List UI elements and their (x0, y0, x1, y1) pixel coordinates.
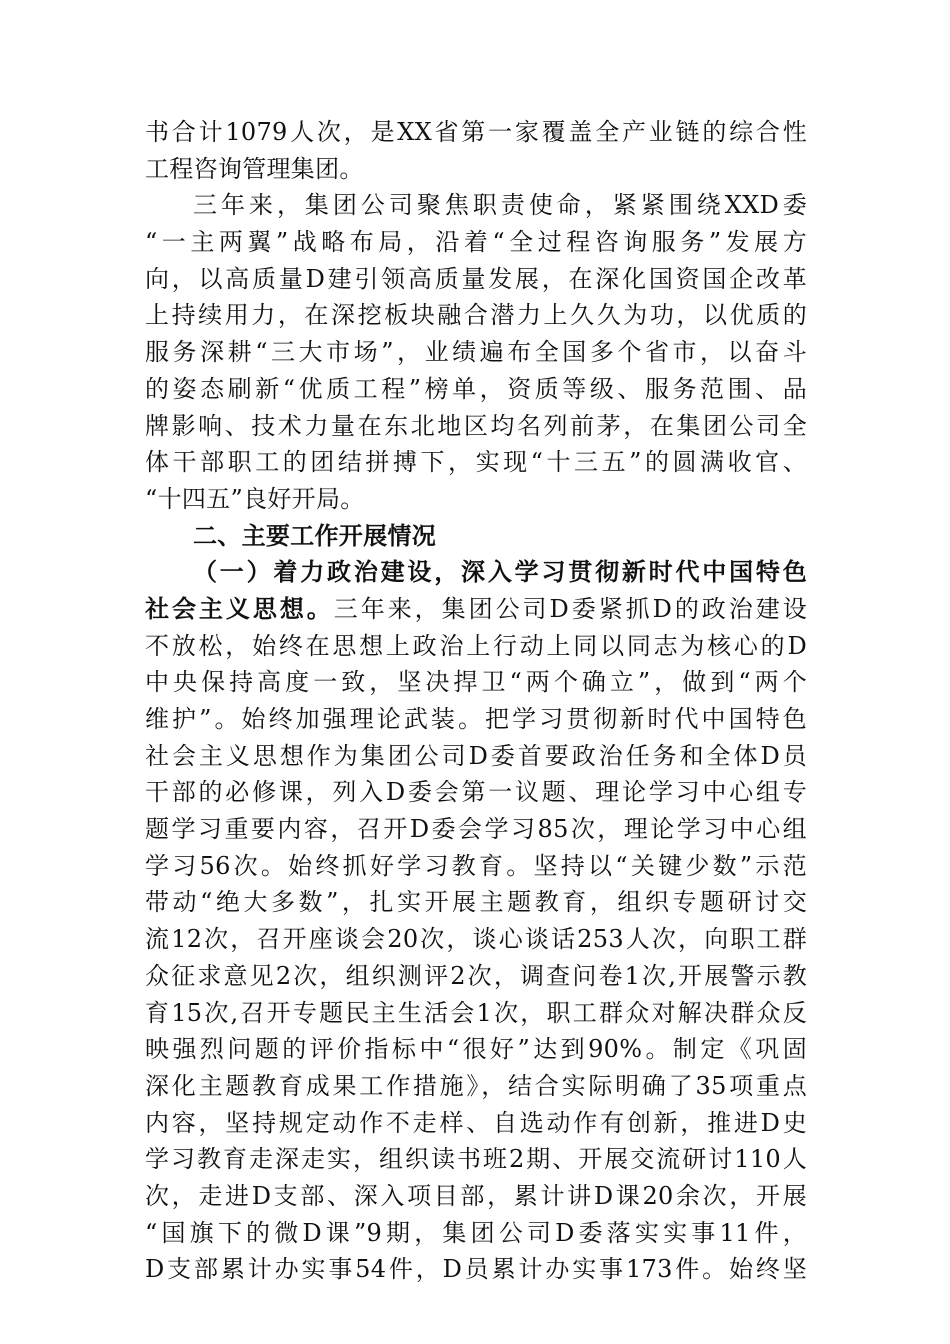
text-line: 次，走进D支部、深入项目部，累计讲D课20余次，开展 (145, 1181, 807, 1210)
subsection-title-end: 社会主义思想。 (145, 593, 334, 623)
text-line: 映强烈问题的评价指标中“很好”达到90%。制定《巩固 (145, 1035, 807, 1064)
text-line: 三年来，集团公司聚焦职责使命，紧紧围绕XXD委 (193, 191, 807, 220)
text-line: 育15次,召开专题民主生活会1次，职工群众对解决群众反 (145, 998, 807, 1027)
text-line: 牌影响、技术力量在东北地区均名列前茅，在集团公司全 (145, 411, 807, 440)
text-line: 维护”。始终加强理论武装。把学习贯彻新时代中国特色 (145, 705, 807, 733)
subsection-title-line: （一）着力政治建设，深入学习贯彻新时代中国特色 (193, 557, 807, 587)
text-line: 上持续用力，在深挖板块融合潜力上久久为功，以优质的 (145, 301, 807, 330)
paragraph-1 (145, 114, 807, 187)
text-line: 中央保持高度一致，坚决捍卫“两个确立”，做到“两个 (145, 668, 807, 697)
text-line: 学习56次。始终抓好学习教育。坚持以“关键少数”示范 (145, 851, 807, 880)
text-line: 题学习重要内容，召开D委会学习85次，理论学习中心组 (145, 815, 807, 844)
text-line: 内容，坚持规定动作不走样、自选动作有创新，推进D史 (145, 1108, 807, 1137)
text-line: 向，以高质量D建引领高质量发展，在深化国资国企改革 (145, 264, 807, 293)
text-line: 深化主题教育成果工作措施》，结合实际明确了35项重点 (145, 1071, 807, 1100)
text-line: 众征求意见2次，组织测评2次，调查问卷1次,开展警示教 (145, 961, 807, 990)
paragraph-3 (145, 554, 807, 1288)
text-line: “一主两翼”战略布局，沿着“全过程咨询服务”发展方 (145, 228, 807, 257)
text-line: 体干部职工的团结拼搏下，实现“十三五”的圆满收官、 (145, 448, 807, 477)
text-line: 工程咨询管理集团。 (145, 154, 364, 183)
text-line: 的姿态刷新“优质工程”榜单，资质等级、服务范围、品 (145, 374, 807, 403)
document-body (145, 114, 807, 1288)
text-line (145, 591, 807, 628)
text-line: D支部累计办实事54件，D员累计办实事173件。始终坚 (145, 1255, 807, 1284)
text-line: 流12次，召开座谈会20次，谈心谈话253人次，向职工群 (145, 925, 807, 954)
text-line: 社会主义思想作为集团公司D委首要政治任务和全体D员 (145, 741, 807, 770)
text-line: 书合计1079人次，是XX省第一家覆盖全产业链的综合性 (145, 118, 807, 146)
text-line: 不放松，始终在思想上政治上行动上同以同志为核心的D (145, 631, 807, 660)
text-line: 服务深耕“三大市场”，业绩遍布全国多个省市，以奋斗 (145, 338, 807, 367)
paragraph-2 (145, 187, 807, 517)
text-line: “十四五”良好开局。 (145, 484, 365, 513)
text-line: 学习教育走深走实，组织读书班2期、开展交流研讨110人 (145, 1145, 807, 1174)
text-line: 干部的必修课，列入D委会第一议题、理论学习中心组专 (145, 778, 807, 807)
section-heading: 二、主要工作开展情况 (193, 521, 436, 550)
text-line: 带动“绝大多数”，扎实开展主题教育，组织专题研讨交 (145, 888, 807, 917)
text-run: 三年来，集团公司D委紧抓D的政治建设 (333, 594, 807, 623)
text-line: “国旗下的微D课”9期，集团公司D委落实实事11件， (145, 1218, 807, 1247)
